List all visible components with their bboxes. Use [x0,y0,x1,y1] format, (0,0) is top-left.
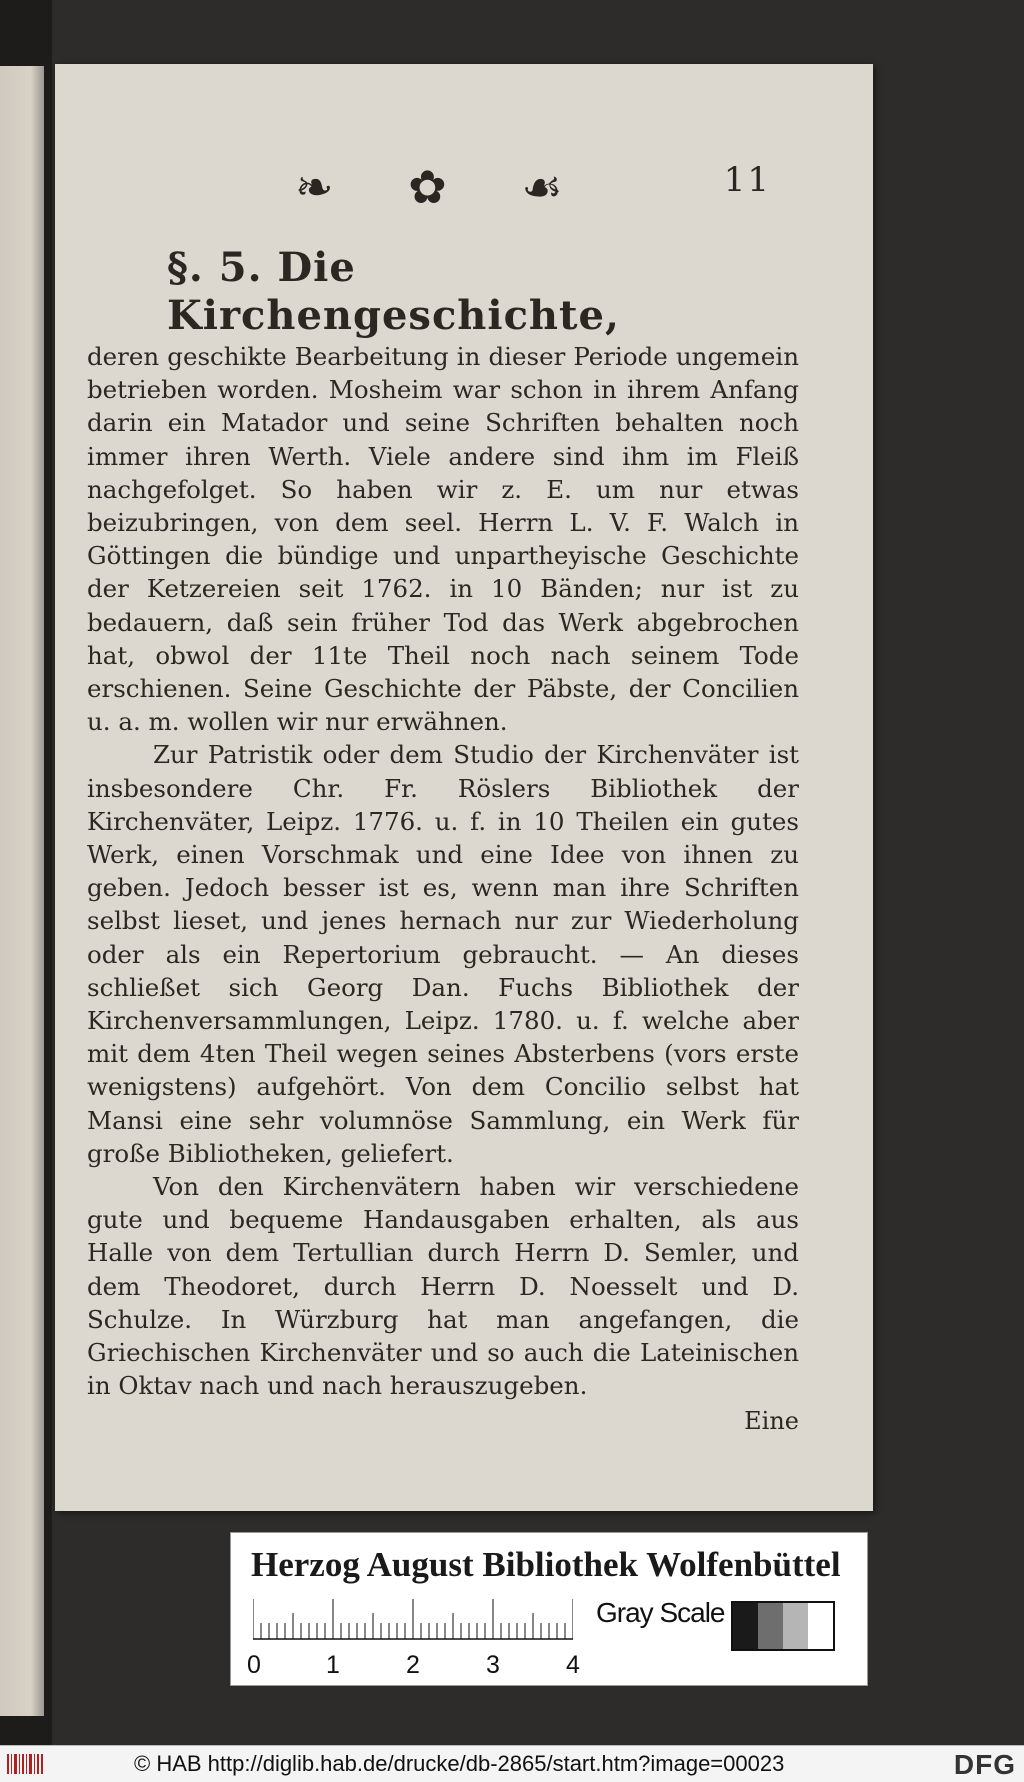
ruler-label-2: 2 [406,1651,420,1679]
dfg-logo: DFG [953,1749,1016,1780]
paragraph-1: deren geschikte Bearbeitung in dieser Periode ungemein betrieben worden. Mosheim war schon in ihrem Anfang darin ein Matador und seine Schriften behalten noch immer ihren Werth. Viele andere sind ihm im Fleiß nachgefolget. So haben wir z. E. um nur etwas beizubringen, von dem seel. Herrn L. V. F. Walch in Göttingen die bündige und unpartheyische Geschichte der Ketzereien seit 1762. in 10 Bänden; nur ist zu bedauern, daß sein früher Tod das Werk abgebrochen hat, obwol der 11te Theil noch nach seinem Tode erschienen. Seine Geschichte der Päbste, der Concilien u. a. m. wollen wir nur erwähnen. [87,342,799,737]
swatch-white [808,1603,833,1649]
grayscale-label: Gray Scale [596,1597,725,1628]
swatch-light-gray [783,1603,808,1649]
page-text [87,244,799,1435]
barcode-icon [6,1752,46,1776]
measurement-ruler [253,1595,573,1641]
swatch-dark-gray [758,1603,783,1649]
library-name: Herzog August Bibliothek Wolfenbüttel [251,1545,841,1584]
ruler-label-0: 0 [247,1651,261,1679]
section-heading: §. 5. Die Kirchengeschichte, [167,244,620,339]
header-ornament: ❧ ✿ ☙ [295,160,593,214]
ruler-label-4: 4 [566,1651,580,1679]
viewer-footer [0,1745,1024,1782]
library-color-card [230,1532,868,1686]
swatch-black [733,1603,758,1649]
paragraph-2: Zur Patristik oder dem Studio der Kirchenväter ist insbesondere Chr. Fr. Röslers Bibliothek der Kirchenväter, Leipz. 1776. u. f. in 10 Theilen ein gutes Werk, einen Vorschmak und eine Idee von ihnen zu geben. Jedoch besser ist es, wenn man ihre Schriften selbst lieset, und jenes hernach nur zur Wiederholung oder als ein Repertorium gebraucht. — An dieses schließet sich Georg Dan. Fuchs Bibliothek der Kirchenversammlungen, Leipz. 1780. u. f. welche aber mit dem 4ten Theil wegen seines Absterbens (vors erste wenigstens) aufgehört. Von dem Concilio selbst hat Mansi eine sehr volumnöse Sammlung, ein Werk für große Bibliotheken, geliefert. [87,740,799,1168]
ruler-label-3: 3 [486,1651,500,1679]
grayscale-swatches [731,1601,835,1651]
source-url[interactable]: © HAB http://diglib.hab.de/drucke/db-2865/start.htm?image=00023 [134,1751,785,1776]
book-page [55,64,873,1511]
paragraph-3: Von den Kirchenvätern haben wir verschiedene gute und bequeme Handausgaben erhalten, als aus Halle von dem Tertullian durch Herrn D. Semler, und dem Theodoret, durch Herrn D. Noesselt und D. Schulze. In Würzburg hat man angefangen, die Griechischen Kirchenväter und so auch die Lateinischen in Oktav nach und nach herauszugeben. [87,1172,799,1401]
page-number: 11 [723,160,771,200]
catchword: Eine [744,1406,799,1435]
page-header [55,160,873,230]
ruler-label-1: 1 [326,1651,340,1679]
previous-page-edge [0,66,44,1716]
